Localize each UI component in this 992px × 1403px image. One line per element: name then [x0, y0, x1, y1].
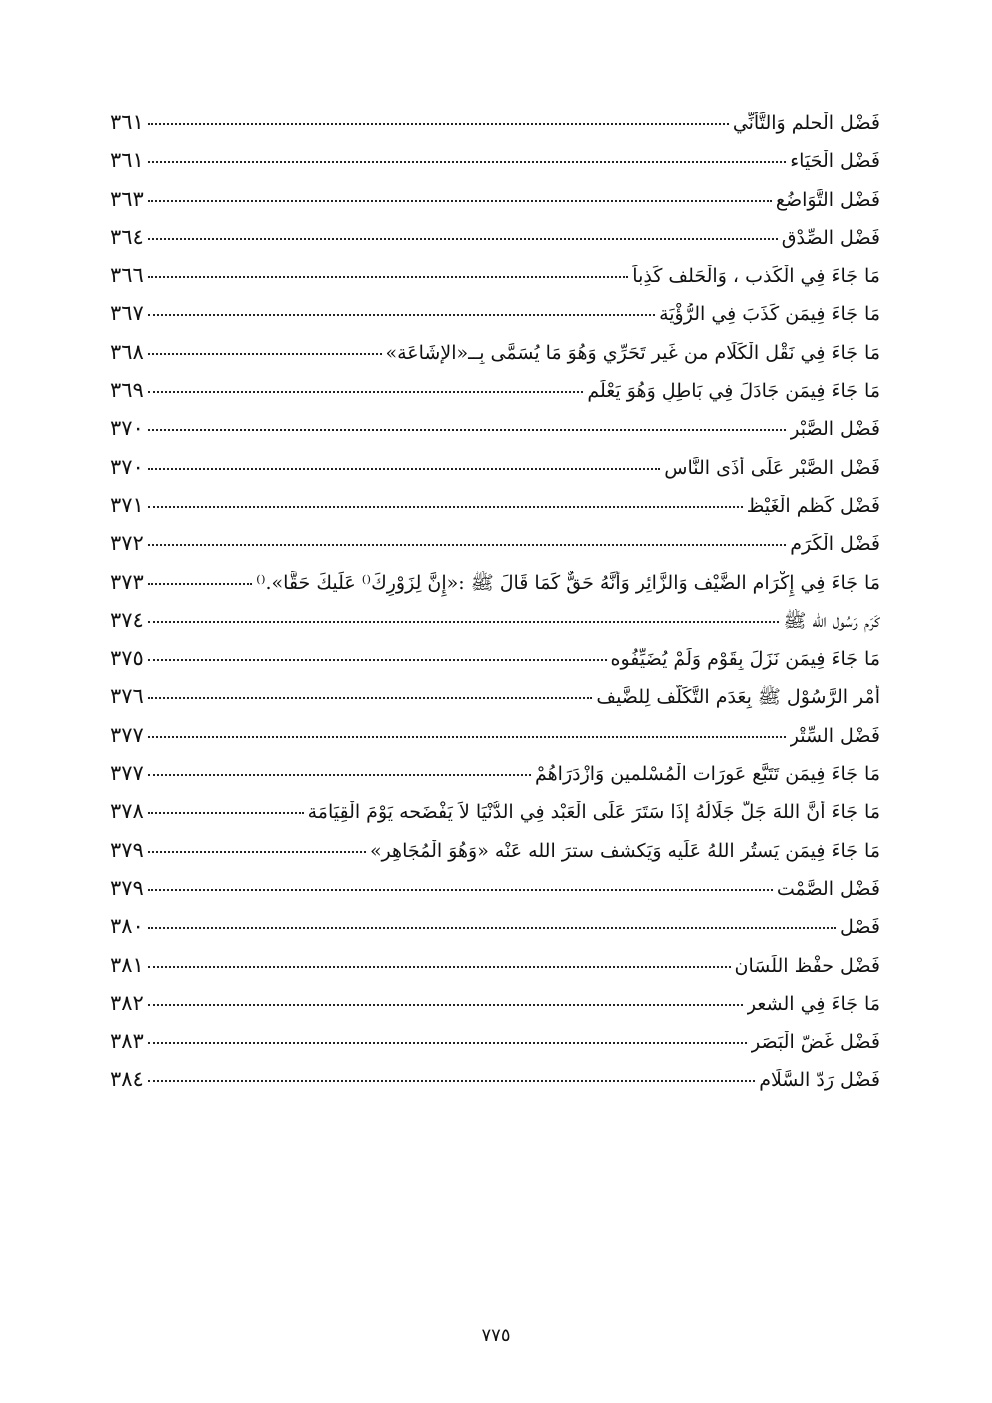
toc-entry-title: مَا جَاءَ أَنَّ اللهَ جَلَّ جَلَالُهُ إِذَا سَتَرَ عَلَى الْعَبْد فِي الدُّنْيَا لاَ يَفْضَحه يَوْمَ الْقِيَامَة — [307, 801, 880, 824]
dot-leader — [148, 812, 304, 814]
toc-entry-page: ٣٧٥ — [110, 646, 144, 671]
toc-entry-title: فَصْل — [840, 916, 880, 939]
toc-entry-page: ٣٧٣ — [110, 569, 144, 594]
toc-entry-page: ٣٧٩ — [110, 875, 144, 900]
toc-entry-title: فَضْل الْكَرَم — [790, 533, 880, 556]
dot-leader — [148, 583, 252, 585]
toc-entry-page: ٣٧٢ — [110, 531, 144, 556]
toc-entry — [110, 263, 880, 301]
toc-entry-title: مَا جَاءَ فِيمَن كَذَبَ فِي الرُّؤْيَة — [659, 303, 880, 326]
toc-entry — [110, 493, 880, 531]
dot-leader — [148, 544, 786, 546]
toc-entry — [110, 799, 880, 837]
dot-leader — [148, 774, 531, 776]
table-of-contents — [110, 110, 880, 1106]
toc-entry-title: فَضْل الْحلم وَالتَّأَنِّي — [732, 112, 880, 134]
toc-entry — [110, 455, 880, 493]
dot-leader — [148, 276, 628, 278]
dot-leader — [148, 123, 729, 125]
toc-entry-page: ٣٦٩ — [110, 378, 144, 403]
toc-entry-page: ٣٧٠ — [110, 416, 144, 441]
dot-leader — [148, 429, 786, 431]
dot-leader — [148, 200, 772, 202]
toc-entry-title: فَضْل الصَّمْت — [776, 877, 880, 900]
toc-entry — [110, 531, 880, 569]
toc-entry — [110, 187, 880, 225]
toc-entry-title: مَا جَاءَ فِيمَن نَزَلَ بِقَوْم وَلَمْ يُضَيِّفُوه — [610, 648, 880, 671]
dot-leader — [148, 1042, 747, 1044]
dot-leader — [148, 889, 773, 891]
toc-entry-page: ٣٧١ — [110, 492, 144, 517]
toc-entry-title: فَضْل حفْظ اللِّسَان — [734, 954, 880, 977]
toc-entry-title: مَا جَاءَ فِيمَن جَادَلَ فِي بَاطِلٍ وَهُوَ يَعْلَم — [587, 380, 880, 403]
toc-entry-page: ٣٦٧ — [110, 301, 144, 326]
dot-leader — [148, 1004, 743, 1006]
toc-entry — [110, 914, 880, 952]
dot-leader — [148, 1080, 755, 1082]
toc-entry-title: فَضْل الصَّبْر — [790, 418, 880, 441]
dot-leader — [148, 391, 583, 393]
dot-leader — [148, 736, 786, 738]
toc-entry-page: ٣٧٨ — [110, 799, 144, 824]
toc-entry — [110, 646, 880, 684]
dot-leader — [148, 468, 660, 470]
toc-entry-title: فَضْل الْحَيَاء — [790, 150, 880, 173]
toc-entry — [110, 225, 880, 263]
dot-leader — [148, 161, 786, 163]
toc-entry-page: ٣٦٦ — [110, 263, 144, 288]
toc-entry — [110, 340, 880, 378]
toc-entry-title: فَضْل كَظم الْغَيْظ — [746, 494, 880, 517]
toc-entry-page: ٣٦١ — [110, 110, 144, 134]
dot-leader — [148, 927, 836, 929]
dot-leader — [148, 314, 655, 316]
toc-entry — [110, 416, 880, 454]
toc-entry — [110, 761, 880, 799]
toc-entry — [110, 953, 880, 991]
toc-entry-page: ٣٨٠ — [110, 914, 144, 939]
dot-leader — [148, 851, 366, 853]
dot-leader — [148, 621, 780, 623]
toc-entry — [110, 608, 880, 646]
toc-entry-title: مَا جَاءَ فِيمَن يَستُر اللهُ عَلَيه وَيَكشف سترَ الله عَنْه «وَهُوَ الْمُجَاهِر» — [369, 839, 880, 862]
dot-leader — [148, 353, 382, 355]
toc-entry-page: ٣٦١ — [110, 148, 144, 173]
toc-entry — [110, 110, 880, 148]
dot-leader — [148, 697, 593, 699]
toc-entry-page: ٣٧٠ — [110, 454, 144, 479]
toc-entry — [110, 684, 880, 722]
toc-entry-page: ٣٨٣ — [110, 1029, 144, 1054]
toc-entry-title: مَا جَاءَ فِي نَقْل الْكَلَام من غَير تَحَرِّي وَهُوَ مَا يُسَمَّى بِــ«الإِشَاعَة» — [385, 341, 880, 364]
toc-entry-title: فَضْل رَدّ السَّلَام — [759, 1069, 880, 1092]
dot-leader — [148, 966, 731, 968]
toc-entry-title: مَا جَاءَ فِي الشعر — [746, 992, 880, 1015]
page-number: ٧٧٥ — [481, 1325, 511, 1346]
toc-entry-title: فَضْل الصَّبْر عَلَى أَذَى النَّاس — [664, 456, 880, 479]
toc-entry-page: ٣٧٦ — [110, 684, 144, 709]
toc-entry-title: فَضْل غَضّ الْبَصَر — [750, 1031, 880, 1054]
toc-entry-page: ٣٦٤ — [110, 224, 144, 249]
toc-entry-page: ٣٧٩ — [110, 837, 144, 862]
toc-entry-page: ٣٦٣ — [110, 186, 144, 211]
toc-entry — [110, 1029, 880, 1067]
toc-entry-title: فَضْل الصِّدْق — [781, 226, 880, 249]
dot-leader — [148, 506, 743, 508]
toc-entry — [110, 570, 880, 608]
dot-leader — [148, 659, 607, 661]
toc-entry — [110, 723, 880, 761]
toc-entry — [110, 876, 880, 914]
toc-entry — [110, 838, 880, 876]
toc-entry-page: ٣٨٤ — [110, 1067, 144, 1092]
toc-entry — [110, 991, 880, 1029]
toc-entry — [110, 148, 880, 186]
toc-entry-title: مَا جَاءَ فِيمَن تَتَبَّع عَورَات الْمُسْلمين وَازْدَرَاهُمْ — [535, 763, 880, 786]
toc-entry-page: ٣٨٢ — [110, 990, 144, 1015]
toc-entry-title: فَضْل التَّوَاضُع — [775, 188, 880, 211]
toc-entry — [110, 1067, 880, 1105]
toc-entry-page: ٣٧٧ — [110, 761, 144, 786]
toc-entry — [110, 301, 880, 339]
toc-entry-page: ٣٧٧ — [110, 722, 144, 747]
toc-entry-page: ٣٧٤ — [110, 607, 144, 632]
toc-entry-title: مَا جَاءَ فِي إِكْرَام الضَّيْف وَالزَّائِر وَأَنَّهُ حَقٌّ كَمَا قَالَ ﷺ :«إِنَّ لِزَوْرِكَ⁽⁾ عَلَيكَ حَقًّا».⁽⁾ — [256, 571, 880, 594]
toc-entry-title: كَرَم رَسُول الله ﷺ — [783, 609, 880, 632]
toc-entry-title: مَا جَاءَ فِي الْكَذب ، وَالْحَلف كَذِباً — [632, 265, 880, 288]
toc-entry-title: فَضْل السِّتْر — [789, 724, 880, 747]
toc-entry-title: أَمْر الرَّسُوْل ﷺ بِعَدَم التَّكَلُّف لِلضَّيف — [596, 686, 880, 709]
dot-leader — [148, 238, 778, 240]
toc-entry-page: ٣٦٨ — [110, 339, 144, 364]
toc-entry — [110, 378, 880, 416]
toc-entry-page: ٣٨١ — [110, 952, 144, 977]
